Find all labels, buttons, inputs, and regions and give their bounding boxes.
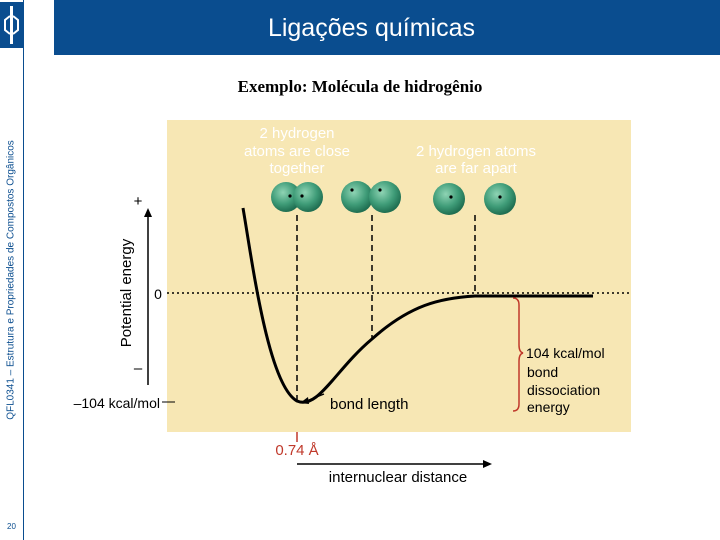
far-atoms-label-line2: are far apart: [435, 160, 517, 177]
hydrogen-atom: [484, 183, 516, 215]
course-name: QFL0341 – Estrutura e Propriedades de Compostos Orgânicos: [5, 140, 17, 420]
page-number: 20: [7, 522, 16, 531]
page-title: Ligações químicas: [267, 14, 475, 42]
bde-label-line3: energy: [527, 399, 570, 415]
y-axis-arrowhead: [144, 208, 152, 217]
hydrogen-atom: [293, 182, 323, 212]
bond-length-value: 0.74 Å: [275, 442, 319, 459]
close-atoms-label-line1: 2 hydrogen: [259, 125, 335, 142]
slide-subtitle: Exemplo: Molécula de hidrogênio: [237, 77, 483, 96]
nucleus-dot: [378, 188, 381, 191]
hydrogen-atom: [369, 181, 401, 213]
x-axis-arrowhead: [483, 460, 492, 468]
bde-label-line2: dissociation: [527, 382, 601, 398]
min-energy-label: –104 kcal/mol: [73, 395, 160, 411]
bde-label-line1: bond: [527, 364, 559, 380]
bond-length-label: bond length: [330, 396, 409, 413]
y-axis-label: Potential energy: [118, 238, 135, 348]
nucleus-dot: [288, 194, 291, 197]
x-axis-label: internuclear distance: [328, 469, 468, 486]
plus-label: +: [133, 193, 143, 210]
nucleus-dot: [350, 188, 353, 191]
nucleus-dot: [449, 195, 452, 198]
close-atoms-label-line3: together: [269, 160, 325, 177]
minus-label: –: [133, 360, 143, 377]
far-atoms-label-line1: 2 hydrogen atoms: [415, 143, 537, 160]
nucleus-dot: [300, 194, 303, 197]
zero-label: 0: [154, 286, 162, 302]
nucleus-dot: [498, 195, 501, 198]
bde-value-label: 104 kcal/mol: [526, 345, 605, 361]
close-atoms-label-line2: atoms are close: [244, 143, 350, 160]
hydrogen-atom: [341, 181, 373, 213]
hydrogen-atom: [433, 183, 465, 215]
